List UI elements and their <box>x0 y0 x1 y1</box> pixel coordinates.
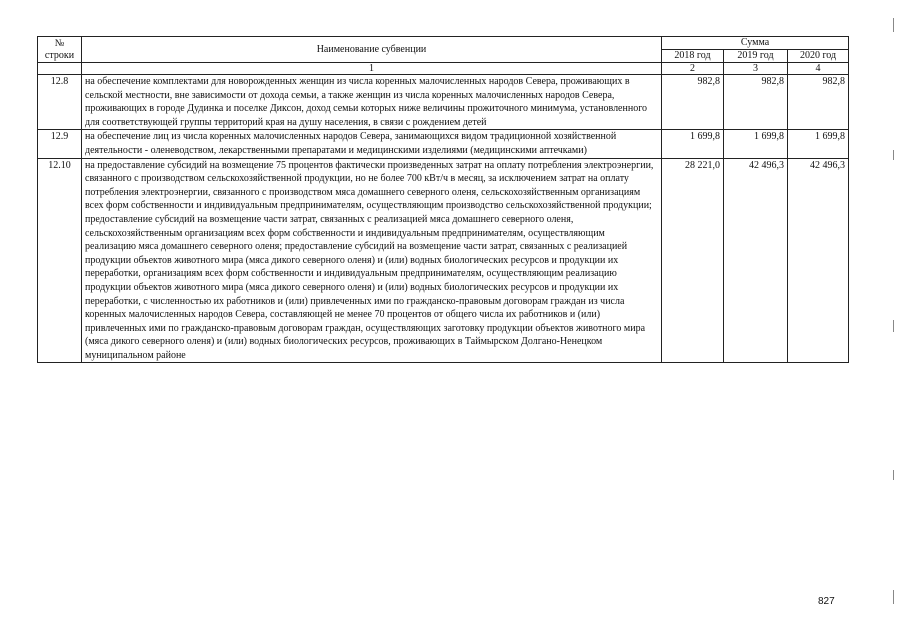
table-row <box>38 130 849 158</box>
subvention-name: на обеспечение лиц из числа коренных малочисленных народов Севера, занимающихся видом традиционной хозяйственной деятельности - оленеводством, лекарственными препаратами и медицинскими изделиями (медицинскими аптечками) <box>82 130 662 158</box>
column-index-4: 4 <box>788 63 849 75</box>
row-number-header <box>38 37 82 63</box>
value-2020: 42 496,3 <box>788 158 849 363</box>
page-number: 827 <box>818 596 835 607</box>
row-number: 12.8 <box>38 75 82 130</box>
table-row <box>38 158 849 363</box>
row-number: 12.9 <box>38 130 82 158</box>
sum-header: Сумма <box>662 37 849 50</box>
scan-edge-mark <box>893 590 894 604</box>
scan-edge-mark <box>893 18 894 32</box>
year-header-2020: 2020 год <box>788 50 849 63</box>
value-2020: 1 699,8 <box>788 130 849 158</box>
column-index-2: 2 <box>662 63 724 75</box>
value-2019: 42 496,3 <box>724 158 788 363</box>
value-2018: 28 221,0 <box>662 158 724 363</box>
column-index-empty <box>38 63 82 75</box>
value-2020: 982,8 <box>788 75 849 130</box>
value-2019: 1 699,8 <box>724 130 788 158</box>
scan-edge-mark <box>893 150 894 160</box>
column-index-1: 1 <box>82 63 662 75</box>
year-header-2019: 2019 год <box>724 50 788 63</box>
value-2019: 982,8 <box>724 75 788 130</box>
column-index-3: 3 <box>724 63 788 75</box>
table-row <box>38 75 849 130</box>
scan-edge-mark <box>893 320 894 332</box>
subventions-table <box>37 36 849 363</box>
column-index-row <box>38 63 849 75</box>
year-header-2018: 2018 год <box>662 50 724 63</box>
subvention-name: на обеспечение комплектами для новорожденных женщин из числа коренных малочисленных народов Севера, проживающих в сельской местности, вне зависимости от дохода семьи, а также женщин из числа коренных малочисленных народов Севера, проживающих в городе Дудинка и поселке Диксон, доход семьи которых ниже величины прожиточного минимума, установленного для соответствующей группы территорий края на душу населения, в связи с рождением детей <box>82 75 662 130</box>
subvention-name: на предоставление субсидий на возмещение 75 процентов фактически произведенных затрат на оплату потребления электроэнергии, связанного с производством сельскохозяйственной продукции, но не более 700 кВт/ч в месяц, за исключением затрат на оплату потребления электроэнергии, связанного с производством мяса домашнего северного оленя, сельскохозяйственным организациям всех форм собственности и индивидуальным предпринимателям, осуществляющим производство сельскохозяйственной продукции; предоставление субсидий на возмещение части затрат, связанных с реализацией мяса домашнего северного оленя, сельскохозяйственным организациям всех форм собственности и индивидуальным предпринимателям, осуществляющим реализацию мяса домашнего северного оленя; предоставление субсидий на возмещение части затрат, связанных с реализацией продукции объектов животного мира (мяса дикого северного оленя) и (или) водных биологических ресурсов и продукции их переработки, организациям всех форм собственности и индивидуальным предпринимателям, осуществляющим реализацию продукции объектов животного мира (мяса дикого северного оленя) и (или) водных биологических ресурсов и продукции их переработки, с численностью их работников и (или) привлеченных ими по гражданско-правовым договорам граждан из числа коренных малочисленных народов Севера, составляющей не менее 70 процентов от общего числа их работников и (или) привлеченных ими по гражданско-правовым договорам граждан, осуществляющих заготовку продукции объектов животного мира (мяса дикого северного оленя) и (или) водных биологических ресурсов, проживающих в Таймырском Долгано-Ненецком муниципальном районе <box>82 158 662 363</box>
row-number-header-bottom: строки <box>44 49 75 61</box>
row-number-header-top: № <box>54 37 65 49</box>
scan-edge-mark <box>893 470 894 480</box>
value-2018: 982,8 <box>662 75 724 130</box>
row-number: 12.10 <box>38 158 82 363</box>
value-2018: 1 699,8 <box>662 130 724 158</box>
name-header: Наименование субвенции <box>82 37 662 63</box>
